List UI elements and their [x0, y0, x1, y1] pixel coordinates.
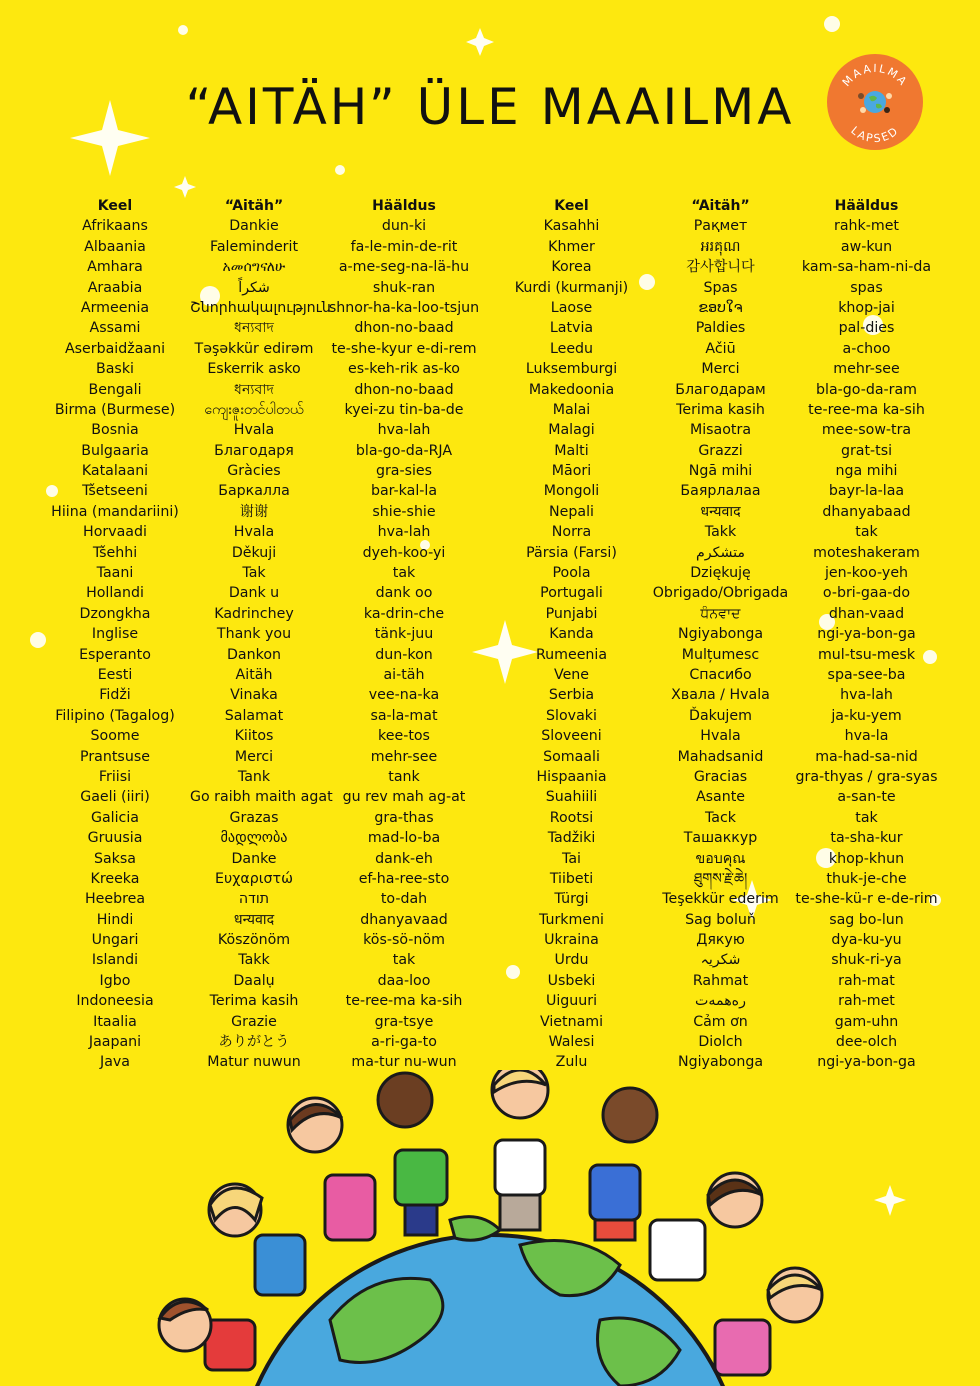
pronunciation-cell: a-me-seg-na-lä-hu	[338, 259, 470, 276]
pronunciation-cell: jen-koo-yeh	[824, 565, 909, 582]
language-cell: Rumeenia	[535, 646, 608, 663]
pronunciation-cell: ef-ha-ree-sto	[358, 870, 450, 887]
thanks-cell: ขอบคุณ	[695, 850, 746, 867]
thanks-cell: Asante	[695, 789, 746, 806]
language-cell: Ukraina	[544, 932, 599, 949]
thanks-cell: Ngiyabonga	[677, 626, 764, 643]
pronunciation-cell: moteshakeram	[813, 544, 920, 561]
language-cell: Baski	[96, 361, 134, 378]
thanks-cell: धन्यवाद	[233, 911, 275, 928]
language-cell: Portugali	[540, 585, 603, 602]
language-cell: Slovaki	[546, 707, 597, 724]
pronunciation-cell: tak	[855, 524, 878, 541]
thanks-cell: Tack	[704, 809, 737, 826]
child-figure	[590, 1088, 657, 1240]
language-cell: Heebrea	[84, 891, 146, 908]
pronunciation-cell: ai-täh	[383, 666, 425, 683]
thanks-cell: Go raibh maith agat	[190, 789, 333, 806]
thanks-cell: Diolch	[698, 1034, 743, 1051]
thanks-cell: Ačiū	[705, 340, 736, 357]
language-cell: Kanda	[549, 626, 594, 643]
thanks-cell: Cảm ơn	[693, 1013, 748, 1030]
header-thanks: “Aitäh”	[691, 198, 750, 214]
language-cell: Tadžiki	[547, 830, 596, 847]
language-cell: Malagi	[548, 422, 595, 439]
language-cell: Assami	[89, 320, 141, 337]
pronunciation-cell: thuk-je-che	[826, 870, 907, 887]
pronunciation-cell: mad-lo-ba	[367, 830, 441, 847]
language-cell: Bosnia	[91, 422, 139, 439]
pronunciation-cell: hva-lah	[840, 687, 893, 704]
child-figure	[715, 1268, 822, 1375]
thanks-cell: Takk	[238, 952, 270, 969]
pronunciation-cell: o-bri-gaa-do	[822, 585, 911, 602]
thanks-cell: Aitäh	[235, 666, 273, 683]
pronunciation-cell: aw-kun	[840, 238, 893, 255]
thanks-cell: Paldies	[695, 320, 746, 337]
pronunciation-cell: ja-ku-yem	[831, 707, 902, 724]
language-cell: Mongoli	[543, 483, 600, 500]
language-cell: Islandi	[91, 952, 139, 969]
language-cell: Latvia	[549, 320, 594, 337]
pronunciation-cell: a-choo	[842, 340, 891, 357]
thanks-cell: Баркалла	[218, 483, 290, 500]
language-cell: Soome	[90, 728, 140, 745]
language-cell: Katalaani	[81, 463, 149, 480]
thanks-cell: Ташаккур	[683, 830, 758, 847]
language-cell: Kreeka	[90, 870, 140, 887]
language-cell: Urdu	[554, 952, 589, 969]
language-cell: Nepali	[549, 503, 594, 520]
header-thanks: “Aitäh”	[224, 198, 284, 214]
language-cell: Saksa	[93, 850, 136, 867]
thanks-cell: አመሰግናለሁ	[222, 259, 286, 276]
language-cell: Sloveeni	[541, 728, 602, 745]
pronunciation-cell: to-dah	[380, 891, 428, 908]
pronunciation-cell: rah-met	[838, 993, 895, 1010]
thanks-cell: Vinaka	[230, 687, 278, 704]
thanks-cell: Merci	[234, 748, 274, 765]
pronunciation-cell: mul-tsu-mesk	[817, 646, 916, 663]
thanks-cell: Tak	[242, 565, 266, 582]
language-cell: Prantsuse	[80, 748, 150, 765]
children-around-globe-illustration	[0, 1070, 980, 1386]
pronunciation-cell: sa-la-mat	[370, 707, 438, 724]
thanks-cell: رەھمەت	[695, 993, 746, 1010]
thanks-cell: Хвала / Hvala	[671, 687, 770, 704]
language-cell: Hispaania	[536, 768, 607, 785]
language-cell: Java	[100, 1054, 130, 1071]
pronunciation-cell: a-ri-ga-to	[371, 1034, 437, 1051]
child-figure	[378, 1073, 447, 1235]
thanks-cell: Dziękuję	[690, 565, 751, 582]
thanks-cell: Teşekkür ederim	[662, 891, 779, 908]
language-cell: Tšetseeni	[82, 483, 148, 500]
pronunciation-cell: dank-eh	[375, 850, 433, 867]
pronunciation-cell: ma-had-sa-nid	[815, 748, 918, 765]
thanks-cell: Faleminderit	[209, 238, 299, 255]
language-cell: Kasahhi	[543, 218, 600, 235]
language-cell: Leedu	[549, 340, 594, 357]
thanks-cell: Дякую	[696, 932, 745, 949]
thanks-cell: Благодарам	[675, 381, 766, 398]
language-cell: Suahiili	[545, 789, 598, 806]
pronunciation-cell: kyei-zu tin-ba-de	[344, 401, 464, 418]
pronunciation-cell: ngi-ya-bon-ga	[817, 1054, 916, 1071]
thanks-cell: Terima kasih	[209, 993, 299, 1010]
pronunciation-cell: hva-la	[844, 728, 889, 745]
logo-top-text: MAAILMA	[839, 61, 911, 90]
sparkle-icon	[174, 176, 196, 198]
child-figure	[288, 1098, 375, 1240]
thanks-cell: Salamat	[224, 707, 284, 724]
pronunciation-cell: ka-drin-che	[363, 605, 445, 622]
child-figure	[209, 1184, 305, 1295]
language-cell: Rootsi	[549, 809, 594, 826]
thanks-cell: Grazas	[229, 809, 279, 826]
thanks-cell: תודה	[238, 891, 270, 908]
pronunciation-cell: dyeh-koo-yi	[362, 544, 446, 561]
language-cell: Vietnami	[539, 1013, 604, 1030]
pronunciation-cell: gra-thyas / gra-syas	[795, 768, 938, 785]
language-cell: Zulu	[555, 1054, 588, 1071]
language-cell: Norra	[551, 524, 592, 541]
pronunciation-cell: nga mihi	[835, 463, 898, 480]
pronunciation-cell: hva-lah	[377, 524, 431, 541]
pronunciation-cell: sag bo-lun	[829, 911, 904, 928]
thanks-cell: ཐུགས་རྗེ་ཆེ།	[693, 870, 748, 887]
language-cell: Eesti	[97, 666, 133, 683]
pronunciation-cell: tak	[392, 565, 416, 582]
pronunciation-cell: ngi-ya-bon-ga	[817, 626, 916, 643]
language-cell: Araabia	[87, 279, 143, 296]
thanks-cell: Hvala	[233, 422, 275, 439]
language-cell: Taani	[96, 565, 134, 582]
thanks-cell: Matur nuwun	[207, 1054, 301, 1071]
language-cell: Bengali	[88, 381, 142, 398]
pronunciation-cell: dhan-vaad	[828, 605, 905, 622]
language-cell: Inglise	[91, 626, 139, 643]
thanks-cell: Danke	[231, 850, 277, 867]
pronunciation-cell: khop-khun	[828, 850, 905, 867]
header-pronunciation: Hääldus	[834, 198, 899, 214]
pronunciation-cell: kös-sö-nöm	[363, 932, 445, 949]
language-cell: Hollandi	[86, 585, 144, 602]
language-cell: Amhara	[87, 259, 143, 276]
language-cell: Turkmeni	[538, 911, 605, 928]
language-cell: Vene	[553, 666, 590, 683]
thanks-cell: Dankon	[227, 646, 281, 663]
language-cell: Walesi	[548, 1034, 595, 1051]
pronunciation-cell: dank oo	[375, 585, 433, 602]
thanks-cell: Ngiyabonga	[677, 1054, 764, 1071]
pronunciation-cell: grat-tsi	[840, 442, 893, 459]
pronunciation-cell: a-san-te	[837, 789, 896, 806]
thanks-cell: Mahadsanid	[677, 748, 764, 765]
language-cell: Kurdi (kurmanji)	[514, 279, 629, 296]
pronunciation-cell: dun-ki	[381, 218, 427, 235]
thanks-cell: Misaotra	[689, 422, 752, 439]
pronunciation-cell: dhon-no-baad	[354, 381, 454, 398]
thanks-cell: Gracias	[693, 768, 748, 785]
thanks-cell: Grazzi	[698, 442, 743, 459]
thanks-cell: ধন্যবাদ	[234, 320, 274, 337]
language-cell: Pärsia (Farsi)	[526, 544, 617, 561]
thanks-cell: Hvala	[233, 524, 275, 541]
pronunciation-cell: rahk-met	[834, 218, 899, 235]
language-cell: Ungari	[91, 932, 139, 949]
pronunciation-cell: tänk-juu	[374, 626, 434, 643]
language-cell: Armeenia	[80, 299, 150, 316]
thanks-cell: Ευχαριστώ	[215, 870, 293, 887]
thanks-cell: Eskerrik asko	[207, 361, 301, 378]
language-cell: Dzongkha	[79, 605, 151, 622]
logo-bottom-text: LAPSED	[848, 123, 902, 146]
language-cell: Makedoonia	[528, 381, 615, 398]
pronunciation-cell: kee-tos	[378, 728, 430, 745]
language-cell: Laose	[550, 299, 593, 316]
thanks-cell: Daalụ	[233, 972, 275, 989]
thanks-cell: Kiitos	[234, 728, 274, 745]
thanks-cell: Баярлалаа	[680, 483, 761, 500]
pronunciation-cell: pal-dies	[838, 320, 895, 337]
header-pronunciation: Hääldus	[372, 198, 436, 214]
pronunciation-cell: tak	[392, 952, 416, 969]
language-cell: Jaapani	[88, 1034, 142, 1051]
thanks-cell: Спасибо	[689, 666, 752, 683]
pronunciation-cell: ma-tur nu-wun	[351, 1054, 457, 1071]
language-cell: Poola	[552, 565, 591, 582]
table-right-half	[495, 196, 940, 1073]
pronunciation-cell: shie-shie	[372, 503, 436, 520]
thanks-cell: Mulțumesc	[681, 646, 760, 663]
thanks-cell: ຂອບໃຈ	[698, 299, 743, 316]
header-language: Keel	[554, 198, 589, 214]
pronunciation-cell: dhanyavaad	[360, 911, 448, 928]
thanks-cell: Köszönöm	[217, 932, 291, 949]
language-cell: Somaali	[543, 748, 600, 765]
pronunciation-cell: vee-na-ka	[368, 687, 440, 704]
pronunciation-cell: ta-sha-kur	[830, 830, 903, 847]
pronunciation-cell: dee-olch	[835, 1034, 898, 1051]
language-cell: Hindi	[96, 911, 134, 928]
child-figure	[492, 1070, 548, 1230]
thanks-cell: धन्यवाद	[700, 503, 741, 520]
pronunciation-cell: bayr-la-laa	[828, 483, 905, 500]
thanks-cell: 감사합니다	[686, 259, 755, 276]
thanks-cell: Tank	[237, 768, 271, 785]
pronunciation-cell: spa-see-ba	[827, 666, 906, 683]
language-cell: Galicia	[90, 809, 139, 826]
pronunciation-cell: rah-mat	[838, 972, 895, 989]
thanks-cell: მადლობა	[220, 830, 288, 847]
pronunciation-cell: shuk-ri-ya	[831, 952, 902, 969]
pronunciation-cell: bar-kal-la	[370, 483, 438, 500]
thanks-cell: Terima kasih	[676, 401, 765, 418]
language-cell: Horvaadi	[83, 524, 147, 541]
pronunciation-cell: bla-go-da-RJA	[355, 442, 453, 459]
thanks-cell: Obrigado/Obrigada	[652, 585, 789, 602]
thanks-cell: Благодаря	[214, 442, 294, 459]
pronunciation-cell: te-ree-ma ka-sih	[345, 993, 463, 1010]
thanks-cell: ধন্যবাদ	[234, 381, 274, 398]
pronunciation-cell: mehr-see	[833, 361, 900, 378]
pronunciation-cell: te-ree-ma ka-sih	[808, 401, 925, 418]
language-cell: Punjabi	[545, 605, 598, 622]
thanks-cell: Děkuji	[231, 544, 277, 561]
language-cell: Tiibeti	[549, 870, 594, 887]
language-cell: Indoneesia	[76, 993, 154, 1010]
sparkle-icon	[466, 28, 494, 56]
language-cell: Bulgaaria	[81, 442, 149, 459]
language-cell: Itaalia	[93, 1013, 137, 1030]
pronunciation-cell: bla-go-da-ram	[816, 381, 917, 398]
language-cell: Afrikaans	[82, 218, 148, 235]
language-cell: Khmer	[548, 238, 595, 255]
language-cell: Māori	[551, 463, 592, 480]
language-cell: Gaeli (iiri)	[80, 789, 150, 806]
thanks-cell: Gràcies	[227, 463, 281, 480]
pronunciation-cell: gu rev mah ag-at	[342, 789, 466, 806]
language-cell: Friisi	[98, 768, 132, 785]
pronunciation-cell: fa-le-min-de-rit	[350, 238, 458, 255]
thanks-cell: Merci	[701, 361, 740, 378]
thanks-cell: Spas	[703, 279, 738, 296]
pronunciation-cell: tak	[855, 809, 878, 826]
thanks-cell: Hvala	[700, 728, 741, 745]
thanks-cell: Kadrinchey	[214, 605, 294, 622]
thanks-cell: Rahmat	[692, 972, 749, 989]
language-cell: Birma (Burmese)	[54, 401, 176, 418]
thanks-cell: Thank you	[216, 626, 292, 643]
thanks-cell: Grazie	[231, 1013, 277, 1030]
language-cell: Fidži	[99, 687, 131, 704]
pronunciation-cell: gam-uhn	[834, 1013, 899, 1030]
thanks-cell: 谢谢	[239, 503, 269, 520]
thanks-cell: ਧੰਨਵਾਦ	[700, 605, 741, 622]
header-language: Keel	[97, 198, 133, 214]
language-cell: Tai	[562, 850, 581, 867]
pronunciation-cell: tank	[388, 768, 420, 785]
thanks-cell: شکریہ	[700, 952, 741, 969]
maailma-lapsed-logo	[825, 52, 925, 152]
pronunciation-cell: dhon-no-baad	[354, 320, 454, 337]
thanks-cell: Ngā mihi	[688, 463, 753, 480]
language-cell: Tšehhi	[92, 544, 138, 561]
pronunciation-cell: gra-tsye	[374, 1013, 434, 1030]
pronunciation-cell: daa-loo	[377, 972, 431, 989]
pronunciation-cell: hva-lah	[377, 422, 431, 439]
language-cell: Hiina (mandariini)	[51, 503, 179, 520]
thanks-cell: ありがとう	[218, 1034, 290, 1051]
thanks-cell: شكراً	[238, 279, 270, 296]
thanks-cell: Takk	[704, 524, 737, 541]
pronunciation-cell: mee-sow-tra	[821, 422, 912, 439]
child-figure	[159, 1299, 255, 1370]
pronunciation-cell: te-she-kyur e-di-rem	[331, 340, 477, 357]
pronunciation-cell: gra-thas	[374, 809, 434, 826]
pronunciation-cell: dun-kon	[375, 646, 433, 663]
language-cell: Esperanto	[79, 646, 151, 663]
language-cell: Filipino (Tagalog)	[55, 707, 175, 724]
language-cell: Korea	[551, 259, 592, 276]
thanks-cell: អរគុណ	[700, 238, 741, 255]
language-cell: Malai	[552, 401, 591, 418]
pronunciation-cell: mehr-see	[370, 748, 438, 765]
language-cell: Usbeki	[547, 972, 596, 989]
language-cell: Albaania	[84, 238, 146, 255]
page-title: “AITÄH” ÜLE MAAILMA	[185, 78, 795, 136]
pronunciation-cell: dya-ku-yu	[831, 932, 902, 949]
pronunciation-cell: te-she-kü-r e-de-rim	[795, 891, 938, 908]
language-cell: Türgi	[554, 891, 589, 908]
table-left-half	[40, 196, 490, 1073]
thanks-cell: Dank u	[228, 585, 280, 602]
thanks-cell: Sag boluň	[685, 911, 756, 928]
thanks-cell: Ďakujem	[689, 707, 752, 724]
language-cell: Igbo	[99, 972, 131, 989]
child-figure	[650, 1173, 762, 1280]
pronunciation-cell: shnor-ha-ka-loo-tsjun	[328, 299, 480, 316]
language-cell: Aserbaidžaani	[64, 340, 166, 357]
pronunciation-cell: gra-sies	[375, 463, 433, 480]
pronunciation-cell: shuk-ran	[372, 279, 436, 296]
language-cell: Luksemburgi	[525, 361, 618, 378]
pronunciation-cell: spas	[850, 279, 883, 296]
thanks-cell: Рақмет	[693, 218, 748, 235]
language-cell: Gruusia	[87, 830, 143, 847]
thanks-cell: ကျေးဇူးတင်ပါတယ်	[204, 401, 304, 418]
language-cell: Malti	[554, 442, 589, 459]
thanks-cell: Dankie	[229, 218, 279, 235]
thanks-cell: Təşəkkür edirəm	[194, 340, 314, 357]
thanks-cell: Շնորհակալություն	[190, 299, 331, 316]
language-cell: Uiguuri	[545, 993, 598, 1010]
pronunciation-cell: kam-sa-ham-ni-da	[801, 259, 932, 276]
pronunciation-cell: khop-jai	[838, 299, 895, 316]
pronunciation-cell: dhanyabaad	[822, 503, 911, 520]
thanks-cell: متشکرم	[696, 544, 745, 561]
language-cell: Serbia	[548, 687, 595, 704]
pronunciation-cell: es-keh-rik as-ko	[348, 361, 460, 378]
